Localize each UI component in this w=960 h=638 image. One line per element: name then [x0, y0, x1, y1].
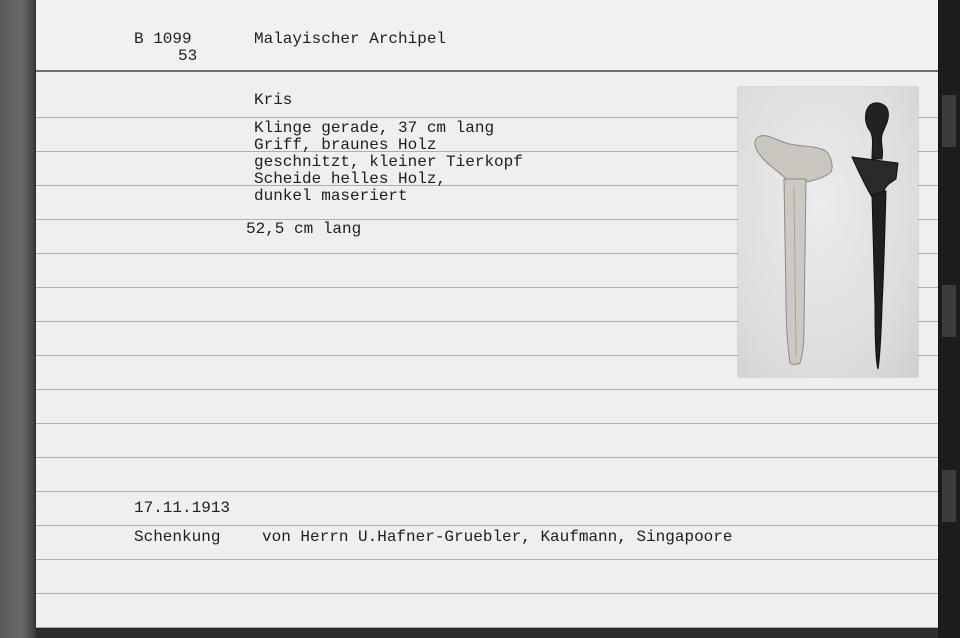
- sub-number: 53: [178, 47, 198, 65]
- catalog-card: [36, 0, 938, 628]
- region-label: Malayischer Archipel: [254, 30, 447, 48]
- kris-handle: [866, 103, 889, 159]
- object-photo: [738, 87, 918, 377]
- description-line: dunkel maseriert: [254, 187, 408, 205]
- scabbard-top: [755, 136, 832, 183]
- catalog-number: B 1099: [134, 30, 192, 48]
- kris-guard: [852, 157, 898, 197]
- kris-illustration: [738, 87, 918, 377]
- description-line: Klinge gerade, 37 cm lang: [254, 119, 495, 137]
- description-line: Scheide helles Holz,: [254, 170, 447, 188]
- object-length: 52,5 cm lang: [246, 220, 362, 238]
- object-name: Kris: [254, 91, 293, 109]
- scanner-background-left: [0, 0, 36, 638]
- kris-blade: [872, 191, 886, 369]
- acquisition-type: Schenkung: [134, 528, 221, 546]
- description-line: geschnitzt, kleiner Tierkopf: [254, 153, 523, 171]
- film-strip-mark: [942, 470, 956, 522]
- header-rule: [36, 70, 938, 72]
- film-strip-mark: [942, 95, 956, 147]
- film-strip-mark: [942, 285, 956, 337]
- entry-date: 17.11.1913: [134, 499, 231, 517]
- description-line: Griff, braunes Holz: [254, 136, 437, 154]
- scanner-background-right: [938, 0, 960, 638]
- donor-info: von Herrn U.Hafner-Gruebler, Kaufmann, Singapoore: [262, 528, 733, 546]
